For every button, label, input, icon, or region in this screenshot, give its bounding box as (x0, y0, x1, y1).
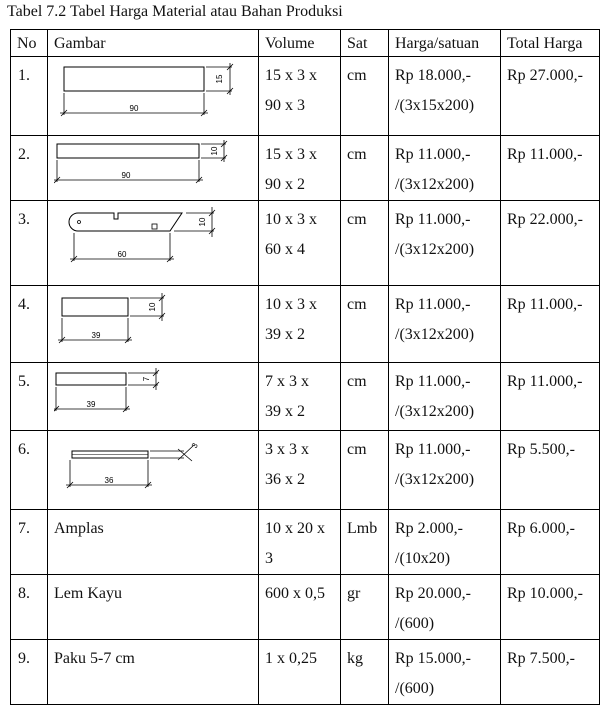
header-volume: Volume (259, 30, 341, 57)
table-row (11, 136, 600, 201)
cell-sat: gr (341, 575, 389, 640)
part-drawing-3 (54, 205, 252, 271)
cell-no: 2. (11, 136, 48, 201)
cell-total-harga: Rp 6.000,- (501, 510, 600, 575)
table-row (11, 286, 600, 363)
header-row (11, 30, 600, 57)
cell-harga-satuan: Rp 2.000,- /(10x20) (389, 510, 501, 575)
cell-harga-satuan: Rp 20.000,- /(600) (389, 575, 501, 640)
cell-sat: cm (341, 431, 389, 510)
cell-volume: 10 x 3 x 60 x 4 (259, 201, 341, 286)
cell-no: 7. (11, 510, 48, 575)
cell-gambar (48, 286, 259, 363)
cell-harga-satuan: Rp 15.000,- /(600) (389, 640, 501, 705)
cell-sat: cm (341, 136, 389, 201)
cell-harga-satuan: Rp 11.000,- /(3x12x200) (389, 286, 501, 363)
table-row (11, 363, 600, 431)
part-drawing-4 (54, 290, 252, 354)
cell-no: 8. (11, 575, 48, 640)
cell-total-harga: Rp 11.000,- (501, 136, 600, 201)
header-total-harga: Total Harga (501, 30, 600, 57)
part-drawing-5 (54, 367, 252, 423)
cell-gambar (48, 201, 259, 286)
cell-volume: 15 x 3 x 90 x 2 (259, 136, 341, 201)
cell-harga-satuan: Rp 11.000,- /(3x12x200) (389, 136, 501, 201)
part-drawing-6 (54, 435, 252, 499)
header-gambar: Gambar (48, 30, 259, 57)
part-drawing-1 (54, 61, 252, 127)
svg-text:10: 10 (148, 302, 157, 312)
cell-total-harga: Rp 7.500,- (501, 640, 600, 705)
cell-volume: 600 x 0,5 (259, 575, 341, 640)
table-row (11, 575, 600, 640)
cell-volume: 15 x 3 x 90 x 3 (259, 57, 341, 136)
cell-volume: 1 x 0,25 (259, 640, 341, 705)
header-no: No (11, 30, 48, 57)
part-drawing-2 (54, 140, 252, 192)
cell-sat: Lmb (341, 510, 389, 575)
svg-text:3: 3 (189, 441, 200, 450)
cell-sat: cm (341, 57, 389, 136)
header-sat: Sat (341, 30, 389, 57)
cell-gambar (48, 363, 259, 431)
cell-sat: cm (341, 363, 389, 431)
table-row (11, 201, 600, 286)
cell-no: 9. (11, 640, 48, 705)
table-row (11, 57, 600, 136)
table-row (11, 431, 600, 510)
svg-text:10: 10 (210, 146, 219, 156)
svg-text:7: 7 (142, 376, 151, 382)
cell-gambar (48, 431, 259, 510)
cell-no: 5. (11, 363, 48, 431)
cell-sat: kg (341, 640, 389, 705)
cell-harga-satuan: Rp 11.000,- /(3x12x200) (389, 201, 501, 286)
svg-text:60: 60 (117, 250, 127, 259)
cell-total-harga: Rp 22.000,- (501, 201, 600, 286)
cell-volume: 10 x 3 x 39 x 2 (259, 286, 341, 363)
header-harga-satuan: Harga/satuan (389, 30, 501, 57)
svg-text:39: 39 (91, 331, 101, 340)
cell-gambar: Lem Kayu (48, 575, 259, 640)
cell-no: 1. (11, 57, 48, 136)
cell-gambar: Amplas (48, 510, 259, 575)
cell-sat: cm (341, 201, 389, 286)
cell-gambar (48, 57, 259, 136)
dim-length-label: 90 (129, 104, 139, 113)
table-row (11, 640, 600, 705)
cell-total-harga: Rp 27.000,- (501, 57, 600, 136)
svg-text:39: 39 (86, 400, 96, 409)
cell-total-harga: Rp 10.000,- (501, 575, 600, 640)
cell-total-harga: Rp 5.500,- (501, 431, 600, 510)
cell-volume: 3 x 3 x 36 x 2 (259, 431, 341, 510)
svg-text:90: 90 (121, 171, 131, 180)
cell-no: 6. (11, 431, 48, 510)
cell-volume: 10 x 20 x 3 (259, 510, 341, 575)
cell-gambar (48, 136, 259, 201)
dim-height-label: 15 (215, 74, 224, 84)
cell-sat: cm (341, 286, 389, 363)
cell-harga-satuan: Rp 11.000,- /(3x12x200) (389, 363, 501, 431)
cell-no: 3. (11, 201, 48, 286)
cell-harga-satuan: Rp 18.000,- /(3x15x200) (389, 57, 501, 136)
table-caption: Tabel 7.2 Tabel Harga Material atau Bahan Produksi (7, 3, 343, 20)
table-row (11, 510, 600, 575)
cell-total-harga: Rp 11.000,- (501, 363, 600, 431)
cell-total-harga: Rp 11.000,- (501, 286, 600, 363)
cell-harga-satuan: Rp 11.000,- /(3x12x200) (389, 431, 501, 510)
cell-gambar: Paku 5-7 cm (48, 640, 259, 705)
cell-volume: 7 x 3 x 39 x 2 (259, 363, 341, 431)
svg-text:10: 10 (198, 217, 207, 227)
material-price-table (10, 29, 600, 705)
svg-text:36: 36 (104, 476, 114, 485)
cell-no: 4. (11, 286, 48, 363)
